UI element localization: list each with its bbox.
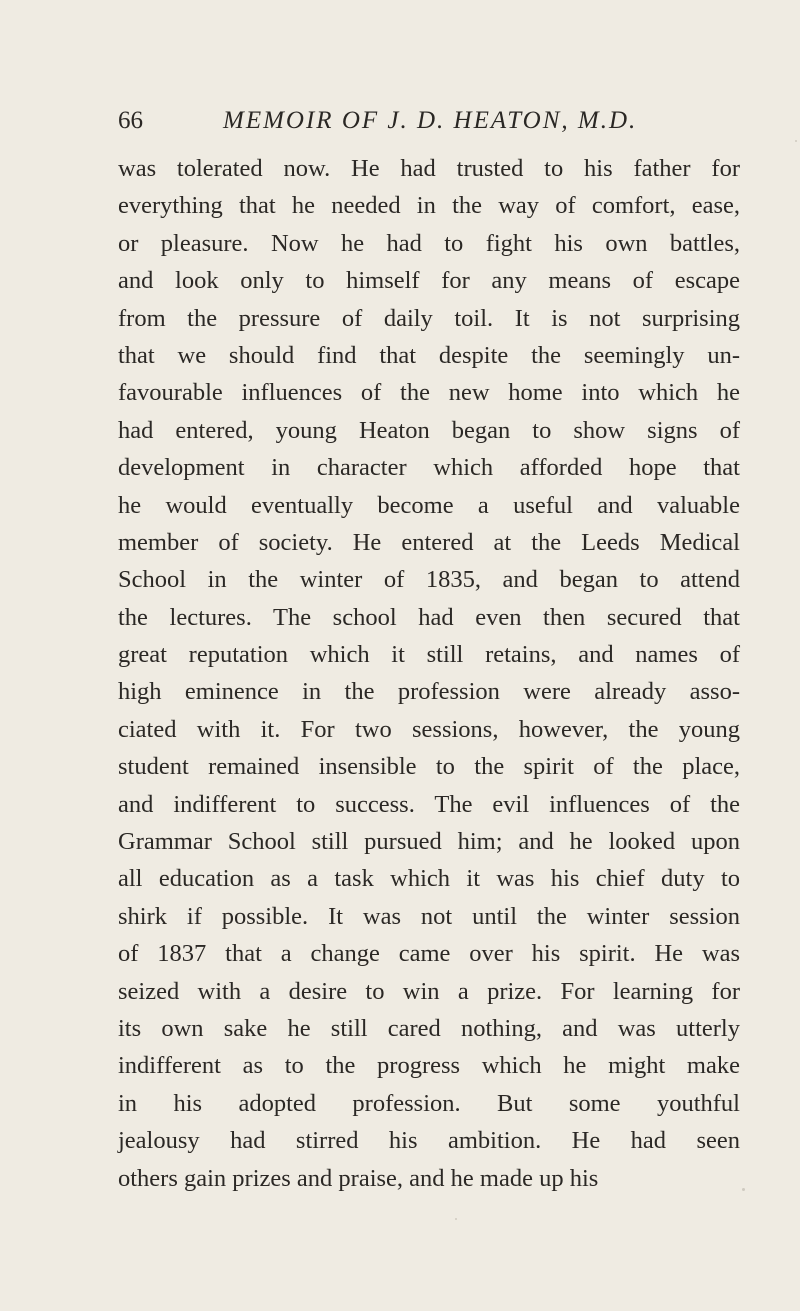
text-line: everything that he needed in the way of comfort, ease, — [118, 192, 740, 220]
text-line: others gain prizes and praise, and he made up his — [118, 1164, 599, 1192]
text-line: had entered, young Heaton began to show signs of — [118, 416, 740, 444]
text-line: School in the winter of 1835, and began to attend — [118, 566, 740, 594]
text-line: from the pressure of daily toil. It is not surprising — [118, 304, 740, 332]
text-line: in his adopted profession. But some youthful — [118, 1089, 740, 1117]
text-line: Grammar School still pursued him; and he looked upon — [118, 828, 740, 856]
paper-speck — [795, 140, 797, 142]
text-line: student remained insensible to the spirit of the place, — [118, 753, 740, 781]
text-line: he would eventually become a useful and valuable — [118, 491, 740, 519]
text-line: great reputation which it still retains, and names of — [118, 641, 740, 669]
text-line: and indifferent to success. The evil influences of the — [118, 790, 740, 818]
text-line: or pleasure. Now he had to fight his own battles, — [118, 229, 740, 257]
text-line: its own sake he still cared nothing, and was utterly — [118, 1014, 740, 1042]
text-line: all education as a task which it was his chief duty to — [118, 865, 740, 893]
text-line: seized with a desire to win a prize. For learning for — [118, 977, 740, 1005]
text-line: jealousy had stirred his ambition. He had seen — [118, 1127, 740, 1155]
paper-speck — [742, 1188, 745, 1191]
text-line: member of society. He entered at the Leeds Medical — [118, 528, 740, 556]
text-line: high eminence in the profession were already asso- — [118, 678, 740, 706]
text-line: was tolerated now. He had trusted to his father for — [118, 155, 740, 182]
text-line: shirk if possible. It was not until the winter session — [118, 902, 740, 930]
text-line: indifferent as to the progress which he might make — [118, 1052, 740, 1080]
text-line: ciated with it. For two sessions, however, the young — [118, 715, 740, 743]
page-header — [118, 103, 738, 139]
text-line: development in character which afforded hope that — [118, 454, 740, 482]
text-line: the lectures. The school had even then secured that — [118, 603, 740, 631]
text-line: and look only to himself for any means of escape — [118, 267, 740, 295]
running-title: MEMOIR OF J. D. HEATON, M.D. — [223, 107, 638, 134]
text-line: that we should find that despite the seemingly un- — [118, 341, 740, 369]
text-line: favourable influences of the new home into which he — [118, 379, 740, 407]
text-line: of 1837 that a change came over his spirit. He was — [118, 940, 740, 968]
body-text — [118, 150, 740, 1197]
page-number: 66 — [118, 107, 143, 134]
paper-speck — [455, 1218, 457, 1220]
